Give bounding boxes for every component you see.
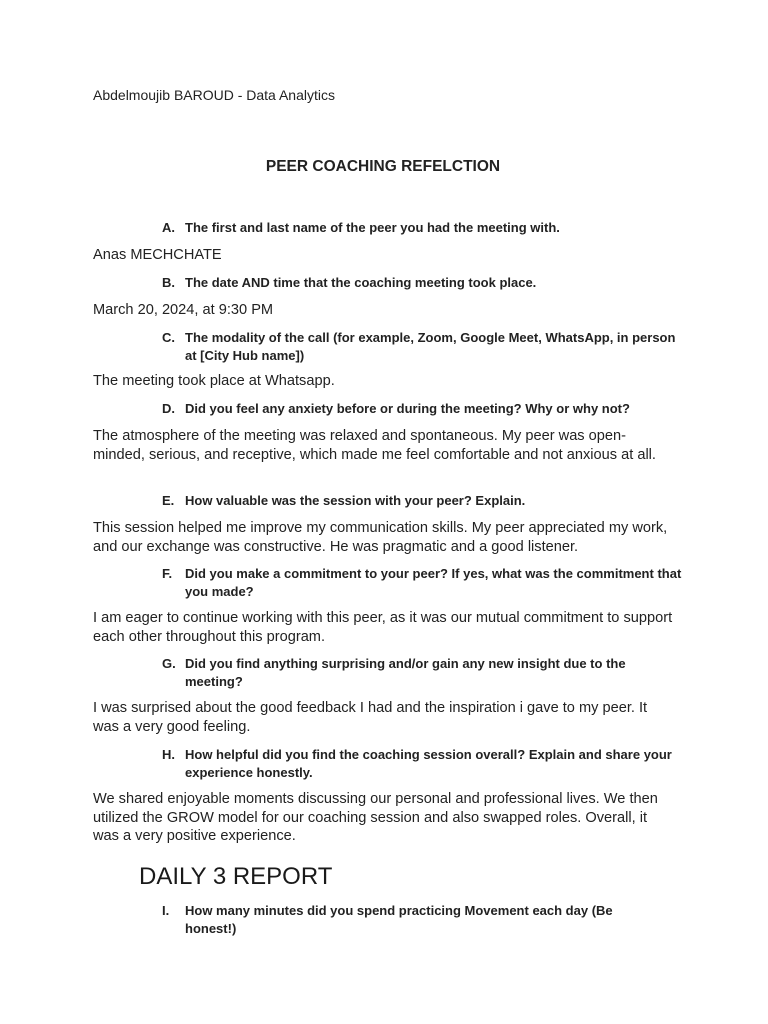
answer-f: I am eager to continue working with this peer, as it was our mutual commitment to support each other throughout this program.: [93, 610, 673, 645]
question-text: How valuable was the session with your peer? Explain.: [185, 493, 526, 508]
answer-c: The meeting took place at Whatsapp.: [93, 373, 335, 389]
question-text: Did you find anything surprising and/or gain any new insight due to the meeting?: [185, 656, 626, 689]
answer-g: I was surprised about the good feedback I had and the inspiration i gave to my peer. It was a very good feeling.: [93, 700, 648, 735]
question-letter: I.: [162, 903, 170, 918]
question-letter: A.: [162, 220, 175, 235]
question-text: How helpful did you find the coaching session overall? Explain and share your experience honestly.: [185, 747, 672, 780]
question-letter: G.: [162, 656, 176, 671]
question-letter: B.: [162, 275, 175, 290]
answer-a: Anas MECHCHATE: [93, 247, 222, 263]
question-letter: D.: [162, 401, 175, 416]
answer-h: We shared enjoyable moments discussing our personal and professional lives. We then utilized the GROW model for our coaching session and also swapped roles. Overall, it was a very positive experience.: [93, 791, 658, 844]
question-letter: C.: [162, 330, 175, 345]
question-text: How many minutes did you spend practicing Movement each day (Be honest!): [185, 903, 613, 936]
question-text: The modality of the call (for example, Zoom, Google Meet, WhatsApp, in person at [City Hub name]): [185, 330, 676, 363]
question-letter: H.: [162, 747, 175, 762]
question-letter: E.: [162, 493, 175, 508]
question-text: The first and last name of the peer you had the meeting with.: [185, 220, 560, 235]
question-text: Did you make a commitment to your peer? If yes, what was the commitment that you made?: [185, 566, 682, 599]
question-letter: F.: [162, 566, 173, 581]
author-line: Abdelmoujib BAROUD - Data Analytics: [93, 87, 335, 103]
answer-e: This session helped me improve my communication skills. My peer appreciated my work, and our exchange was constructive. He was pragmatic and a good listener.: [93, 520, 668, 555]
answer-d: The atmosphere of the meeting was relaxed and spontaneous. My peer was open-minded, serious, and receptive, which made me feel comfortable and not anxious at all.: [93, 428, 656, 463]
answer-b: March 20, 2024, at 9:30 PM: [93, 302, 274, 318]
document-title: PEER COACHING REFELCTION: [265, 158, 501, 175]
daily-report-heading: DAILY 3 REPORT: [139, 863, 333, 890]
question-text: Did you feel any anxiety before or during the meeting? Why or why not?: [185, 401, 630, 416]
question-text: The date AND time that the coaching meeting took place.: [185, 275, 537, 290]
